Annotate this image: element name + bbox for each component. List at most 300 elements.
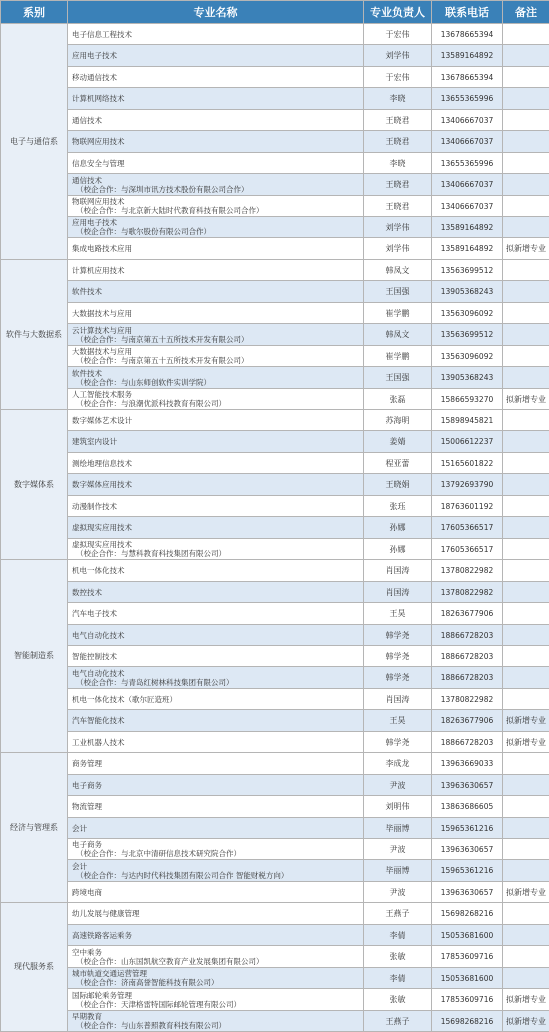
major-lead-cell: 王国强 xyxy=(364,367,432,389)
major-lead-cell: 毕丽博 xyxy=(364,860,432,882)
table-row xyxy=(1,903,549,925)
remark-cell xyxy=(503,689,549,710)
major-name: 会计 xyxy=(72,824,87,833)
major-name-cell xyxy=(68,882,364,903)
table-row xyxy=(1,153,549,174)
major-name: 跨境电商 xyxy=(72,888,102,897)
major-lead-cell: 孙娜 xyxy=(364,517,432,539)
major-lead-cell: 李倩 xyxy=(364,925,432,946)
table-header-row xyxy=(1,1,549,24)
remark-cell: 拟新增专业 xyxy=(503,989,549,1011)
remark-cell xyxy=(503,775,549,796)
major-name-cell xyxy=(68,903,364,925)
table-row xyxy=(1,303,549,324)
table-row xyxy=(1,882,549,903)
major-name-cell xyxy=(68,346,364,367)
remark-cell xyxy=(503,968,549,989)
major-name-cell xyxy=(68,67,364,88)
remark-cell xyxy=(503,196,549,217)
cooperation-note: （校企合作：济南高誉智能科技有限公司） xyxy=(72,978,361,987)
major-lead-cell: 王昊 xyxy=(364,710,432,732)
major-name-cell xyxy=(68,131,364,153)
phone-cell: 13963630657 xyxy=(432,775,503,796)
major-name-cell xyxy=(68,24,364,45)
major-lead-cell: 王晓君 xyxy=(364,131,432,153)
phone-cell: 15965361216 xyxy=(432,860,503,882)
major-name: 计算机应用技术 xyxy=(72,266,125,275)
major-lead-cell: 尹波 xyxy=(364,839,432,860)
major-name-cell xyxy=(68,989,364,1011)
remark-cell xyxy=(503,45,549,67)
phone-cell: 17605366517 xyxy=(432,539,503,560)
major-name-cell xyxy=(68,539,364,560)
major-lead-cell: 王燕子 xyxy=(364,1011,432,1032)
phone-cell: 13589164892 xyxy=(432,238,503,260)
phone-cell: 18866728203 xyxy=(432,625,503,646)
department-cell: 电子与通信系 xyxy=(1,24,68,260)
major-name: 人工智能技术服务 xyxy=(72,390,132,399)
remark-cell: 拟新增专业 xyxy=(503,1011,549,1032)
phone-cell: 13406667037 xyxy=(432,131,503,153)
major-name-cell xyxy=(68,560,364,582)
major-name-cell xyxy=(68,732,364,753)
remark-cell: 拟新增专业 xyxy=(503,710,549,732)
cooperation-note: （校企合作：与深圳市讯方技术股份有限公司合作） xyxy=(72,185,361,194)
department-cell: 智能制造系 xyxy=(1,560,68,753)
major-name: 通信技术 xyxy=(72,116,102,125)
major-name-cell xyxy=(68,667,364,689)
table-row xyxy=(1,346,549,367)
phone-cell: 13563699512 xyxy=(432,260,503,281)
major-name-cell xyxy=(68,389,364,410)
remark-cell xyxy=(503,496,549,517)
remark-cell xyxy=(503,217,549,238)
remark-cell xyxy=(503,67,549,88)
table-row xyxy=(1,946,549,968)
phone-cell: 13406667037 xyxy=(432,174,503,196)
major-name-cell xyxy=(68,796,364,818)
major-name: 通信技术 xyxy=(72,176,102,185)
major-name: 大数据技术与应用 xyxy=(72,309,132,318)
major-lead-cell: 尹波 xyxy=(364,775,432,796)
major-lead-cell: 韩凤文 xyxy=(364,324,432,346)
table-row xyxy=(1,603,549,625)
table-row xyxy=(1,238,549,260)
remark-cell xyxy=(503,539,549,560)
table-row xyxy=(1,281,549,303)
table-row xyxy=(1,667,549,689)
header-major-lead: 专业负责人 xyxy=(364,1,432,24)
major-lead-cell: 孙娜 xyxy=(364,539,432,560)
cooperation-note: （校企合作：与北京中清研信息技术研究院合作） xyxy=(72,849,361,858)
phone-cell: 18263677906 xyxy=(432,603,503,625)
major-lead-cell: 程亚蕾 xyxy=(364,453,432,474)
major-name-cell xyxy=(68,925,364,946)
major-lead-cell: 崔学鹏 xyxy=(364,346,432,367)
major-name: 动漫制作技术 xyxy=(72,502,117,511)
cooperation-note: （校企合作：与北京新大陆时代教育科技有限公司合作） xyxy=(72,206,361,215)
cooperation-note: （校企合作：与南京第五十五所技术开发有限公司） xyxy=(72,335,361,344)
major-name: 电子商务 xyxy=(72,840,102,849)
table-row xyxy=(1,24,549,45)
major-name: 物联网应用技术 xyxy=(72,197,125,206)
remark-cell xyxy=(503,153,549,174)
table-row xyxy=(1,989,549,1011)
major-name: 商务管理 xyxy=(72,759,102,768)
major-name: 城市轨道交通运营管理 xyxy=(72,969,147,978)
major-name: 国际邮轮乘务管理 xyxy=(72,991,132,1000)
table-row xyxy=(1,839,549,860)
department-cell: 现代服务系 xyxy=(1,903,68,1032)
major-name: 云计算技术与应用 xyxy=(72,326,132,335)
major-name-cell xyxy=(68,324,364,346)
remark-cell xyxy=(503,346,549,367)
department-cell: 软件与大数据系 xyxy=(1,260,68,410)
remark-cell xyxy=(503,174,549,196)
major-name-cell xyxy=(68,710,364,732)
remark-cell xyxy=(503,625,549,646)
phone-cell: 13963669033 xyxy=(432,753,503,775)
remark-cell xyxy=(503,431,549,453)
phone-cell: 13655365996 xyxy=(432,88,503,110)
phone-cell: 18763601192 xyxy=(432,496,503,517)
header-phone: 联系电话 xyxy=(432,1,503,24)
phone-cell: 13905368243 xyxy=(432,367,503,389)
remark-cell xyxy=(503,903,549,925)
major-name: 工业机器人技术 xyxy=(72,738,125,747)
major-name: 大数据技术与应用 xyxy=(72,347,132,356)
cooperation-note: （校企合作：与山东普照教育科技有限公司） xyxy=(72,1021,361,1030)
cooperation-note: （校企合作：天津格雷特国际邮轮管理有限公司） xyxy=(72,1000,361,1009)
major-lead-cell: 韩学尧 xyxy=(364,646,432,667)
major-name: 建筑室内设计 xyxy=(72,437,117,446)
table-row xyxy=(1,474,549,496)
table-row xyxy=(1,110,549,131)
table-row xyxy=(1,45,549,67)
major-name-cell xyxy=(68,517,364,539)
table-row xyxy=(1,560,549,582)
phone-cell: 15053681600 xyxy=(432,968,503,989)
major-name-cell xyxy=(68,753,364,775)
major-name: 集成电路技术应用 xyxy=(72,244,132,253)
phone-cell: 13780822982 xyxy=(432,560,503,582)
major-name: 电气自动化技术 xyxy=(72,669,125,678)
major-lead-cell: 张磊 xyxy=(364,389,432,410)
major-name: 电气自动化技术 xyxy=(72,631,125,640)
remark-cell: 拟新增专业 xyxy=(503,882,549,903)
phone-cell: 13905368243 xyxy=(432,281,503,303)
major-name: 应用电子技术 xyxy=(72,218,117,227)
major-name-cell xyxy=(68,260,364,281)
major-name-cell xyxy=(68,860,364,882)
major-lead-cell: 韩凤文 xyxy=(364,260,432,281)
major-lead-cell: 李晓 xyxy=(364,88,432,110)
major-lead-cell: 肖国涛 xyxy=(364,582,432,603)
phone-cell: 13563699512 xyxy=(432,324,503,346)
remark-cell xyxy=(503,925,549,946)
cooperation-note: （校企合作：与青岛红树林科技集团有限公司） xyxy=(72,678,361,687)
cooperation-note: （校企合作：与达内时代科技集团有限公司合作 智能财税方向） xyxy=(72,871,361,880)
major-name: 应用电子技术 xyxy=(72,51,117,60)
phone-cell: 15165601822 xyxy=(432,453,503,474)
cooperation-note: （校企合作：与浪潮优派科技教育有限公司） xyxy=(72,399,361,408)
major-name: 数字媒体艺术设计 xyxy=(72,416,132,425)
remark-cell: 拟新增专业 xyxy=(503,732,549,753)
remark-cell xyxy=(503,281,549,303)
table-row xyxy=(1,217,549,238)
phone-cell: 15866593270 xyxy=(432,389,503,410)
phone-cell: 13780822982 xyxy=(432,582,503,603)
major-name: 智能控制技术 xyxy=(72,652,117,661)
major-name: 机电一体化技术 xyxy=(72,566,125,575)
major-lead-cell: 王晓君 xyxy=(364,196,432,217)
major-name-cell xyxy=(68,110,364,131)
table-row xyxy=(1,710,549,732)
major-name-cell xyxy=(68,153,364,174)
header-major-name: 专业名称 xyxy=(68,1,364,24)
phone-cell: 13963630657 xyxy=(432,882,503,903)
table-row xyxy=(1,174,549,196)
remark-cell: 拟新增专业 xyxy=(503,238,549,260)
table-row xyxy=(1,689,549,710)
major-lead-cell: 张珏 xyxy=(364,496,432,517)
table-row xyxy=(1,818,549,839)
major-name-cell xyxy=(68,431,364,453)
remark-cell xyxy=(503,839,549,860)
major-name: 数字媒体应用技术 xyxy=(72,480,132,489)
cooperation-note: （校企合作：山东国凯航空教育产业发展集团有限公司） xyxy=(72,957,361,966)
table-row xyxy=(1,453,549,474)
phone-cell: 13678665394 xyxy=(432,24,503,45)
remark-cell xyxy=(503,324,549,346)
major-name: 空中乘务 xyxy=(72,948,102,957)
major-lead-cell: 苏海明 xyxy=(364,410,432,431)
remark-cell xyxy=(503,796,549,818)
major-lead-cell: 韩学尧 xyxy=(364,667,432,689)
table-row xyxy=(1,431,549,453)
major-lead-cell: 刘明伟 xyxy=(364,796,432,818)
table-row xyxy=(1,496,549,517)
remark-cell xyxy=(503,946,549,968)
table-row xyxy=(1,625,549,646)
remark-cell xyxy=(503,88,549,110)
remark-cell xyxy=(503,582,549,603)
table-body xyxy=(1,24,549,1032)
major-lead-cell: 肖国涛 xyxy=(364,689,432,710)
phone-cell: 18866728203 xyxy=(432,732,503,753)
major-name-cell xyxy=(68,174,364,196)
phone-cell: 13655365996 xyxy=(432,153,503,174)
table-row xyxy=(1,860,549,882)
major-name: 软件技术 xyxy=(72,287,102,296)
major-name-cell xyxy=(68,88,364,110)
major-name-cell xyxy=(68,367,364,389)
remark-cell xyxy=(503,410,549,431)
major-lead-cell: 刘学伟 xyxy=(364,238,432,260)
remark-cell xyxy=(503,131,549,153)
phone-cell: 15053681600 xyxy=(432,925,503,946)
major-name-cell xyxy=(68,839,364,860)
major-name: 移动通信技术 xyxy=(72,73,117,82)
major-lead-cell: 姜婧 xyxy=(364,431,432,453)
major-name-cell xyxy=(68,646,364,667)
phone-cell: 18866728203 xyxy=(432,646,503,667)
table-row xyxy=(1,1011,549,1032)
major-name: 信息安全与管理 xyxy=(72,159,125,168)
department-cell: 数字媒体系 xyxy=(1,410,68,560)
table-row xyxy=(1,196,549,217)
major-lead-cell: 肖国涛 xyxy=(364,560,432,582)
table-row xyxy=(1,539,549,560)
phone-cell: 17853609716 xyxy=(432,946,503,968)
major-name-cell xyxy=(68,968,364,989)
major-name: 汽车智能化技术 xyxy=(72,716,125,725)
remark-cell xyxy=(503,517,549,539)
table-row xyxy=(1,260,549,281)
major-name-cell xyxy=(68,496,364,517)
table-row xyxy=(1,367,549,389)
remark-cell xyxy=(503,753,549,775)
table-row xyxy=(1,775,549,796)
remark-cell xyxy=(503,367,549,389)
phone-cell: 13589164892 xyxy=(432,45,503,67)
major-lead-cell: 王晓娟 xyxy=(364,474,432,496)
major-name: 计算机网络技术 xyxy=(72,94,125,103)
table-row xyxy=(1,410,549,431)
major-name-cell xyxy=(68,410,364,431)
cooperation-note: （校企合作：与慧科教育科技集团有限公司） xyxy=(72,549,361,558)
major-name: 高速铁路客运乘务 xyxy=(72,931,132,940)
major-lead-cell: 刘学伟 xyxy=(364,45,432,67)
major-name: 电子商务 xyxy=(72,781,102,790)
table-row xyxy=(1,753,549,775)
major-lead-cell: 张敏 xyxy=(364,946,432,968)
major-lead-cell: 崔学鹏 xyxy=(364,303,432,324)
major-name: 软件技术 xyxy=(72,369,102,378)
header-department: 系别 xyxy=(1,1,68,24)
major-lead-cell: 王燕子 xyxy=(364,903,432,925)
major-name-cell xyxy=(68,582,364,603)
major-name: 虚拟现实应用技术 xyxy=(72,540,132,549)
remark-cell xyxy=(503,110,549,131)
remark-cell: 拟新增专业 xyxy=(503,389,549,410)
remark-cell xyxy=(503,560,549,582)
phone-cell: 17853609716 xyxy=(432,989,503,1011)
table-row xyxy=(1,131,549,153)
table-row xyxy=(1,517,549,539)
major-lead-cell: 张敏 xyxy=(364,989,432,1011)
major-name-cell xyxy=(68,1011,364,1032)
table-row xyxy=(1,796,549,818)
major-name: 物流管理 xyxy=(72,802,102,811)
major-name: 幼儿发展与健康管理 xyxy=(72,909,140,918)
department-cell: 经济与管理系 xyxy=(1,753,68,903)
remark-cell xyxy=(503,474,549,496)
major-lead-cell: 李成龙 xyxy=(364,753,432,775)
phone-cell: 13863686605 xyxy=(432,796,503,818)
major-name: 会计 xyxy=(72,862,87,871)
phone-cell: 13406667037 xyxy=(432,196,503,217)
table-row xyxy=(1,324,549,346)
table-row xyxy=(1,389,549,410)
major-name-cell xyxy=(68,238,364,260)
phone-cell: 13406667037 xyxy=(432,110,503,131)
major-lead-cell: 韩学尧 xyxy=(364,625,432,646)
major-lead-cell: 王昊 xyxy=(364,603,432,625)
remark-cell xyxy=(503,303,549,324)
major-name: 数控技术 xyxy=(72,588,102,597)
major-name: 早期教育 xyxy=(72,1012,102,1021)
major-lead-cell: 王晓君 xyxy=(364,110,432,131)
major-name: 测绘地理信息技术 xyxy=(72,459,132,468)
table-row xyxy=(1,67,549,88)
major-lead-cell: 李倩 xyxy=(364,968,432,989)
remark-cell xyxy=(503,818,549,839)
major-lead-cell: 韩学尧 xyxy=(364,732,432,753)
remark-cell xyxy=(503,24,549,45)
remark-cell xyxy=(503,453,549,474)
major-name-cell xyxy=(68,625,364,646)
major-name-cell xyxy=(68,303,364,324)
phone-cell: 13563096092 xyxy=(432,303,503,324)
major-lead-cell: 王国强 xyxy=(364,281,432,303)
major-name-cell xyxy=(68,818,364,839)
header-remark: 备注 xyxy=(503,1,549,24)
major-name: 机电一体化技术（歌尔匠造班） xyxy=(72,695,177,704)
remark-cell xyxy=(503,860,549,882)
phone-cell: 15006612237 xyxy=(432,431,503,453)
major-name-cell xyxy=(68,946,364,968)
major-name-cell xyxy=(68,689,364,710)
remark-cell xyxy=(503,667,549,689)
phone-cell: 13963630657 xyxy=(432,839,503,860)
remark-cell xyxy=(503,260,549,281)
phone-cell: 15698268216 xyxy=(432,903,503,925)
phone-cell: 13678665394 xyxy=(432,67,503,88)
cooperation-note: （校企合作：与南京第五十五所技术开发有限公司） xyxy=(72,356,361,365)
phone-cell: 13792693790 xyxy=(432,474,503,496)
major-lead-cell: 尹波 xyxy=(364,882,432,903)
table-row xyxy=(1,925,549,946)
major-lead-cell: 于宏伟 xyxy=(364,67,432,88)
major-name: 虚拟现实应用技术 xyxy=(72,523,132,532)
phone-cell: 17605366517 xyxy=(432,517,503,539)
phone-cell: 15698268216 xyxy=(432,1011,503,1032)
table-row xyxy=(1,646,549,667)
major-name-cell xyxy=(68,196,364,217)
major-name-cell xyxy=(68,45,364,67)
major-lead-cell: 于宏伟 xyxy=(364,24,432,45)
major-lead-cell: 李晓 xyxy=(364,153,432,174)
cooperation-note: （校企合作：与歌尔股份有限公司合作） xyxy=(72,227,361,236)
major-name: 物联网应用技术 xyxy=(72,137,125,146)
table-row xyxy=(1,88,549,110)
major-name-cell xyxy=(68,281,364,303)
major-name: 电子信息工程技术 xyxy=(72,30,132,39)
major-name-cell xyxy=(68,603,364,625)
phone-cell: 15965361216 xyxy=(432,818,503,839)
table-row xyxy=(1,968,549,989)
table-row xyxy=(1,582,549,603)
remark-cell xyxy=(503,603,549,625)
major-name: 汽车电子技术 xyxy=(72,609,117,618)
table-row xyxy=(1,732,549,753)
major-name-cell xyxy=(68,453,364,474)
remark-cell xyxy=(503,646,549,667)
phone-cell: 18866728203 xyxy=(432,667,503,689)
major-name-cell xyxy=(68,775,364,796)
major-lead-cell: 毕丽博 xyxy=(364,818,432,839)
